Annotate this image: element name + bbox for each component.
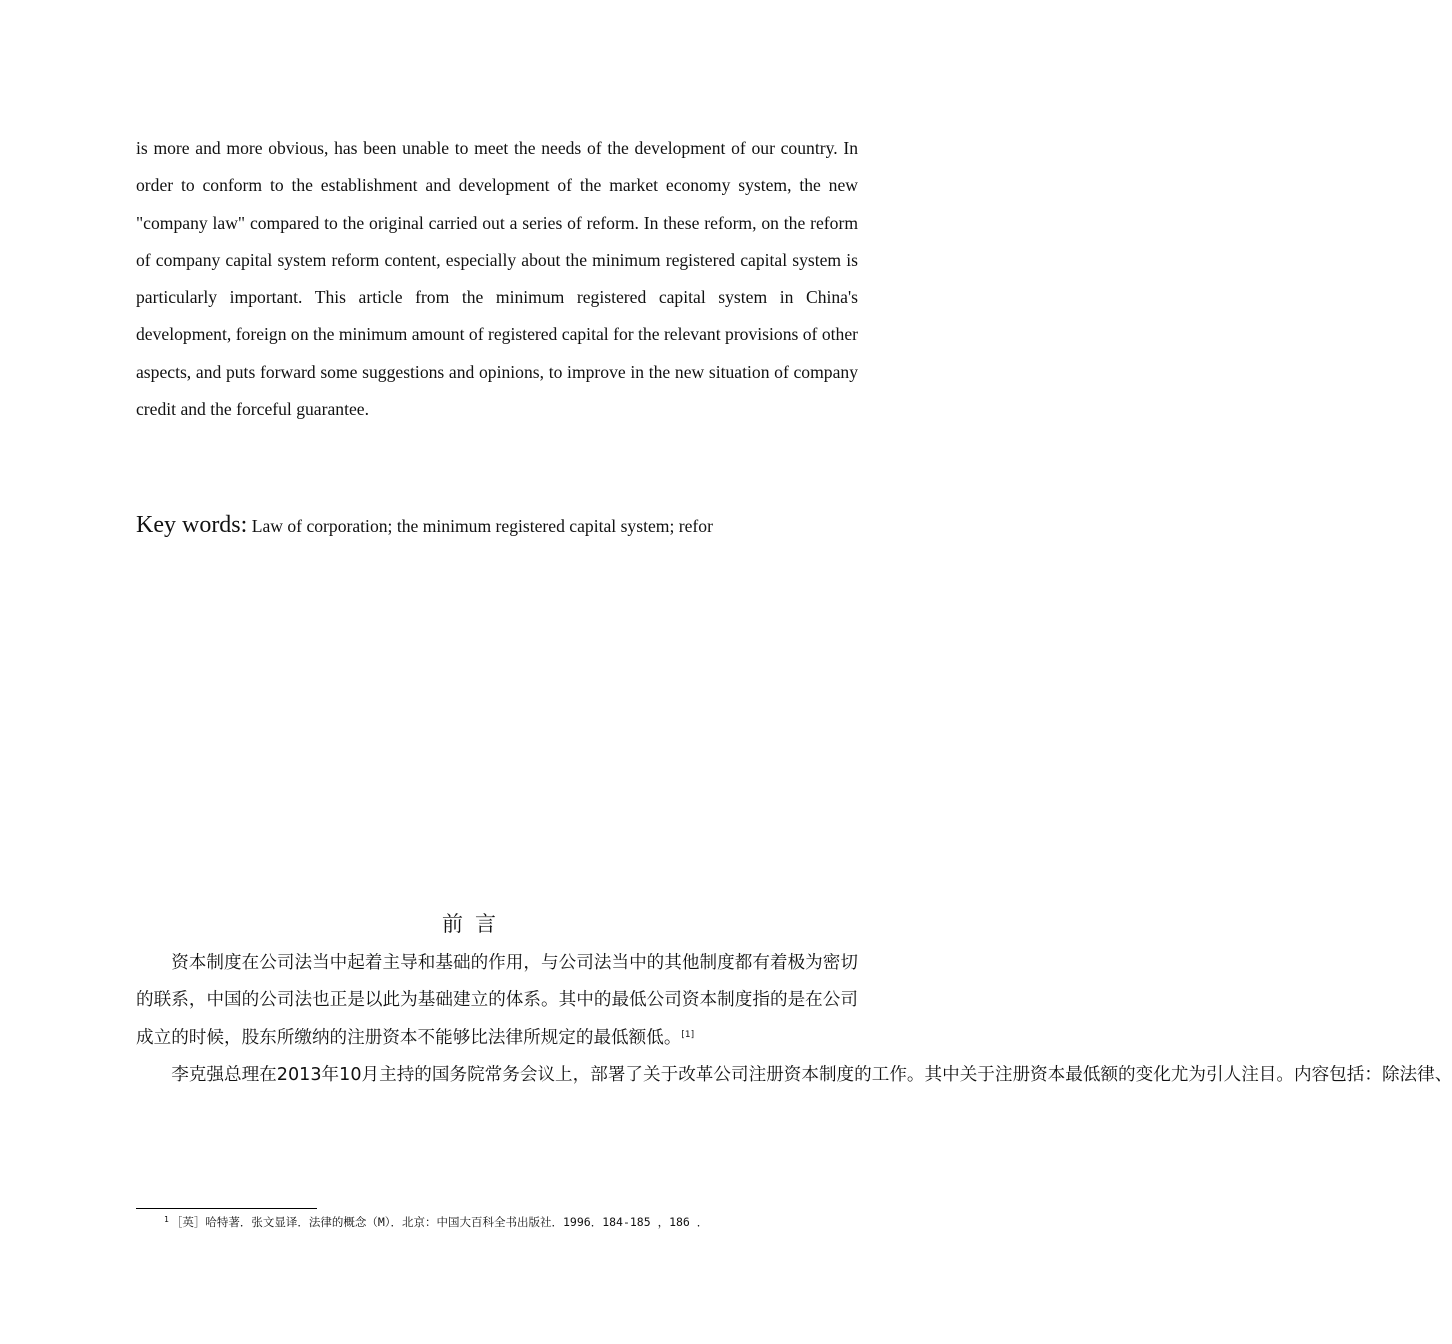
preface-title: 前言 xyxy=(442,912,508,936)
abstract-paragraph: is more and more obvious, has been unable to meet the needs of the development of our country. In order to conform to the establishment and development of the market economy system, the new "company law" compared to the original carried out a series of reform. In these reform, on the reform of company capital system reform content, especially about the minimum registered capital system is particularly important. This article from the minimum registered capital system in China's development, foreign on the minimum amount of registered capital for the relevant provisions of other aspects, and puts forward some suggestions and opinions, to improve in the new situation of company credit and the forceful guarantee. xyxy=(136,138,858,420)
footnote-text: ［英］哈特著．张文显译．法律的概念（M）．北京：中国大百科全书出版社．1996．184-185 ，186 ． xyxy=(170,1215,709,1229)
keywords-line xyxy=(136,512,896,539)
footnote xyxy=(164,1214,884,1230)
preface-paragraph-1 xyxy=(136,945,858,1057)
preface-paragraph-2: 李克强总理在2013年10月主持的国务院常务会议上，部署了关于改革公司注册资本制度的工作。其中关于注册资本最低额的变化尤为引人注目。内容包括：除法律、 xyxy=(171,1064,1452,1085)
keywords-label: Key words: xyxy=(136,512,248,538)
preface-body xyxy=(136,945,1452,1094)
preface-paragraph-1-text: 资本制度在公司法当中起着主导和基础的作用，与公司法当中的其他制度都有着极为密切的联系，中国的公司法也正是以此为基础建立的体系。其中的最低公司资本制度指的是在公司成立的时候，股东所缴纳的注册资本不能够比法律所规定的最低额低。 xyxy=(136,953,858,1048)
keywords-text: Law of corporation; the minimum registered capital system; refor xyxy=(247,516,713,536)
footnote-number: 1 xyxy=(164,1215,169,1224)
footnote-separator xyxy=(136,1208,317,1209)
citation-ref[interactable]: [1] xyxy=(681,1029,695,1040)
